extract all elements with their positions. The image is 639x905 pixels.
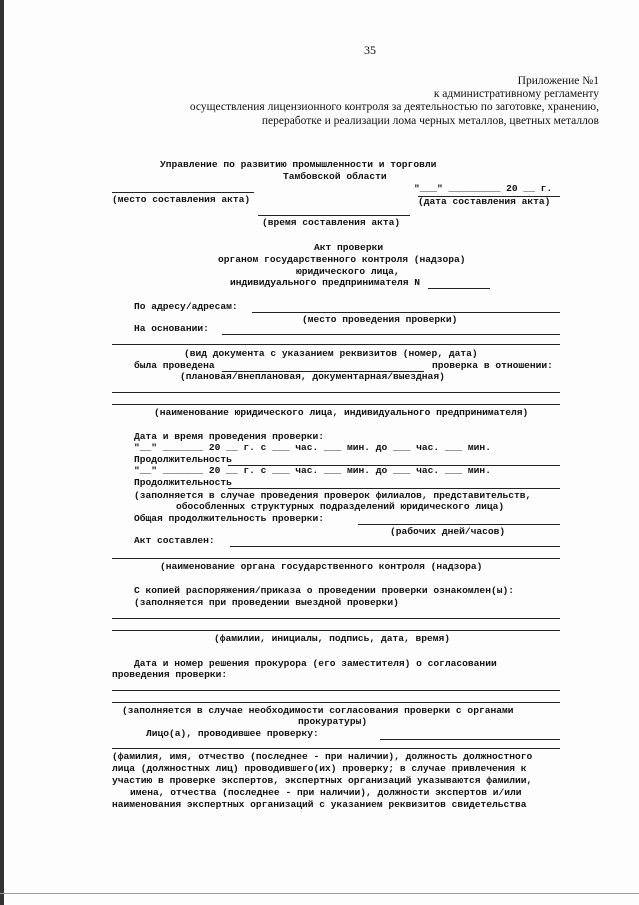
- entity-line-1: [112, 392, 560, 393]
- prosecutor-line-2: проведения проверки:: [112, 669, 228, 680]
- held-label: была проведена: [134, 360, 215, 371]
- copy-line-1: С копией распоряжения/приказа о проведении проверки ознакомлен(ы):: [134, 585, 514, 596]
- act-compiled-label: Акт составлен:: [134, 535, 215, 546]
- basis-caption: (вид документа с указанием реквизитов (номер, дата): [184, 348, 478, 359]
- title-line-1: Акт проверки: [314, 242, 384, 253]
- duration-label-1: Продолжительность: [134, 454, 232, 465]
- entity-line-2: [112, 404, 560, 405]
- copy-line-a: [112, 618, 560, 619]
- appendix-line-3: осуществления лицензионного контроля за деятельностью по заготовке, хранению,: [189, 101, 599, 113]
- basis-line: [222, 334, 560, 335]
- address-line: [252, 312, 560, 313]
- copy-line-2: (заполняется при проведении выездной проверки): [134, 597, 399, 608]
- prosecutor-line-a: [112, 690, 560, 691]
- prosecutor-note-1: (заполняется в случае необходимости согласования проверки с органами: [122, 705, 514, 716]
- prosecutor-line-b: [112, 702, 560, 703]
- duration-label-2: Продолжительность: [134, 477, 232, 488]
- page-number: 35: [364, 43, 376, 57]
- page-bottom-edge: [0, 893, 639, 894]
- copy-line-b: [112, 630, 560, 631]
- persons-note-1: (фамилия, имя, отчество (последнее - при наличии), должность должностного: [112, 751, 533, 762]
- persons-label: Лицо(а), проводившее проверку:: [146, 728, 319, 739]
- basis-line-2: [112, 344, 560, 345]
- datetime-row-2: "__" _______ 20 __ г. с ___ час. ___ мин. до ___ час. ___ мин.: [134, 465, 491, 476]
- datetime-row-1: "__" _______ 20 __ г. с ___ час. ___ мин. до ___ час. ___ мин.: [134, 442, 491, 453]
- act-date-template: "___" _________ 20 __ г.: [414, 183, 553, 194]
- place-caption: (место составления акта): [112, 194, 251, 205]
- total-duration-label: Общая продолжительность проверки:: [134, 513, 324, 524]
- prosecutor-line-1: Дата и номер решения прокурора (его заместителя) о согласовании: [134, 658, 497, 669]
- datetime-label: Дата и время проведения проверки:: [134, 431, 324, 442]
- persons-note-3: участию в проверке экспертов, экспертных организаций указываются фамилии,: [112, 775, 533, 786]
- org-line-2: Тамбовской области: [283, 171, 387, 182]
- persons-note-4: имена, отчества (последнее - при наличии), должности экспертов и/или: [130, 787, 522, 798]
- act-compiled-line: [230, 546, 560, 547]
- address-label: По адресу/адресам:: [134, 301, 238, 312]
- fill-note-2: обособленных структурных подразделений юридического лица): [176, 501, 505, 512]
- total-duration-caption: (рабочих дней/часов): [390, 526, 506, 537]
- title-line-4: индивидуального предпринимателя N: [230, 277, 420, 288]
- appendix-line-1: Приложение №1: [517, 75, 599, 87]
- held-caption: (плановая/внеплановая, документарная/выездная): [180, 371, 445, 382]
- org-line-1: Управление по развитию промышленности и торговли: [160, 159, 437, 170]
- scan-edge: [0, 0, 4, 905]
- title-line-2: органом государственного контроля (надзора): [218, 254, 466, 265]
- place-line: [112, 192, 254, 193]
- appendix-line-4: переработке и реализации лома черных металлов, цветных металлов: [261, 115, 599, 127]
- time-caption: (время составления акта): [262, 217, 401, 228]
- persons-line: [380, 739, 560, 740]
- title-line-3: юридического лица,: [296, 266, 400, 277]
- persons-note-2: лица (должностных лиц) проводившего(их) проверку; в случае привлечения к: [112, 763, 527, 774]
- entity-caption: (наименование юридического лица, индивидуального предпринимателя): [154, 407, 529, 418]
- basis-label: На основании:: [134, 323, 209, 334]
- signature-caption: (фамилии, инициалы, подпись, дата, время): [214, 633, 451, 644]
- appendix-line-2: к административному регламенту: [433, 88, 599, 100]
- time-line: [258, 215, 410, 216]
- date-caption: (дата составления акта): [418, 196, 551, 207]
- total-duration-line: [358, 524, 560, 525]
- persons-line-2: [112, 748, 560, 749]
- prosecutor-note-2: прокуратуры): [298, 716, 368, 727]
- act-compiled-caption: (наименование органа государственного контроля (надзора): [160, 561, 483, 572]
- fill-note-1: (заполняется в случае проведения проверок филиалов, представительств,: [134, 490, 532, 501]
- act-compiled-line-2: [112, 558, 560, 559]
- held-after: проверка в отношении:: [432, 360, 553, 371]
- address-caption: (место проведения проверки): [302, 314, 458, 325]
- duration-line-2: [228, 488, 560, 489]
- act-number-line: [428, 288, 490, 289]
- persons-note-5: наименования экспертных организаций с указанием реквизитов свидетельства: [112, 799, 527, 810]
